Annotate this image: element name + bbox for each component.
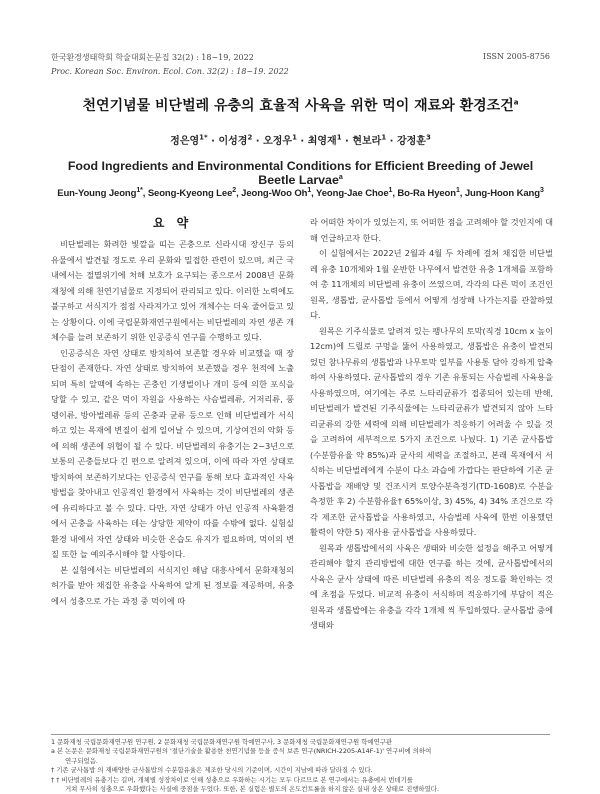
paragraph: 원목과 생톱밥에서의 사육은 생태와 비슷한 설정을 해주고 어떻게 관리해야 할지 관리방법에 대한 연구를 하는 것에, 균사톱밥에서의 사육은 균사 상태에 따른 비단벌레 유충의 적응 정도를 확인하는 것에 초점을 두었다. 비교적 유충이 서식하며 적응하기에 부담이 적은 원목과 생톱밥에는 유충을 각각 1개체 씩 투입하였다. 균사톱밥 중에 생태와: [310, 542, 553, 630]
authors-kr: [51, 132, 550, 147]
paragraph: 라 어떠한 차이가 있었는지, 또 어떠한 점을 고려해야 할 것인지에 대해 언급하고자 한다.: [310, 217, 553, 243]
author-en: , Jeong-Woo Oh: [236, 188, 308, 200]
body-column-right: [310, 215, 553, 634]
author-affil: 1*: [199, 133, 208, 142]
footnote-funding: a 본 논문은 문화재청 국립문화재연구원의 '절단기술을 활용한 천연기념물 등을 증식 보존 연구(NRICH-2205-A14F-1)' 연구비에 의하여: [51, 747, 432, 756]
author-en: Eun-Young Jeong: [57, 188, 137, 200]
issn: ISSN 2005-8756: [483, 52, 550, 61]
paragraph: 인공증식은 자연 상태로 방치하여 보존할 경우와 비교했을 때 장단점이 존재한다. 자연 상태로 방치하여 보존했을 경우 천적에 노출되며 특히 알맥에 속하는 곤충인 기생벌이나 개미 등에 의한 포식을 당할 수 있고, 같은 먹이 자원을 사용하는 사슴벌레류, 거저리류, 풍뎅이류, 방아벌레류 등의 곤충과 균류 등으로 인해 비단벌레가 서식하고 있는 목재에 변질이 쉽게 일어날 수 있으며, 기상여건의 악화 등에 의해 생존에 위협이 될 수 있다. 비단벌레의 유충기는 2~3년으로 보통의 곤충들보다 긴 편으로 알려져 있으며, 이에 따라 자연 상태로 방치하여 보존하기보다는 인공증식 연구를 통해 보다 효과적인 사육방법을 찾아내고 인공적인 환경에서 사육하는 것이 비단벌레의 생존에 유리하다고 볼 수 있다. 다만, 자연 상태가 아닌 인공적 사육환경에서 곤충을 사육하는 데는 상당한 제약이 따를 수밖에 없다. 실험실 환경 내에서 자연 상태와 비슷한 온습도 유지가 필요하며, 먹이의 변질 또한 늘 예의주시해야 할 사항이다.: [51, 347, 294, 559]
author-en: , Yeong-Jae Choe: [311, 188, 389, 200]
author-affil: 1: [336, 133, 342, 142]
footnote-double-dagger-cont: 거쳐 무사히 성충으로 우화했다는 사실에 중점을 두었다. 또한, 본 실험은 별도의 온도컨트롤을 하지 않은 실내 상온 상태로 진행하였다.: [65, 785, 439, 794]
journal-name-en: Proc. Korean Soc. Environ. Ecol. Con. 32(2) : 18~19. 2022: [51, 67, 289, 76]
footnote-double-dagger: † † 비단벌레의 유충기는 길며, 개체별 성장차이로 인해 성충으로 우화하는 시기는 모두 다르므로 본 연구에서는 유충에서 번데기를: [51, 775, 413, 784]
paper-title-kr: [51, 95, 550, 115]
author-affil: 1: [388, 187, 393, 194]
title-kr-footnote-mark: a: [513, 98, 519, 107]
title-kr-text: 천연기념물 비단벌레 유충의 효율적 사육을 위한 먹이 재료와 환경조건: [82, 98, 514, 114]
author-affil: 1*: [136, 187, 143, 194]
footnotes: [51, 738, 550, 794]
author-affil: 1: [292, 133, 297, 142]
author-en: , Jung-Hoon Kang: [459, 188, 540, 200]
author-kr: · 최영재: [296, 136, 337, 147]
title-en-text: Food Ingredients and Environmental Conditions for Efficient Breeding of Jewel Beetle Larvae: [67, 159, 534, 187]
footnote-dagger: † 기존 균사톱밥 의 재배양한 균사톱밥의 수분함유율은 제조한 당시의 기준이며, 시간이 지남에 따라 달라질 수 있다.: [51, 766, 373, 775]
author-en: , Bo-Ra Hyeon: [392, 188, 456, 200]
author-affil: 1: [455, 187, 460, 194]
footnote-funding-cont: 연구되었음.: [65, 756, 98, 765]
body-column-left: [51, 211, 294, 609]
author-affil: 1: [307, 187, 312, 194]
title-en-footnote-mark: a: [338, 173, 343, 181]
paragraph: 비단벌레는 화려한 빛깔을 띠는 곤충으로 신라시대 장신구 등의 유물에서 발견될 정도로 우리 문화와 밀접한 관련이 있으며, 최근 국내에서는 절멸위기에 처해 보호가 요구되는 종으로서 2008년 문화재청에 의해 천연기념물로 지정되어 관리되고 있다. 이러한 노력에도 불구하고 서식지가 점점 사라져가고 있어 개체수는 더욱 줄어들고 있는 상황이다. 이에 국립문화재연구원에서는 비단벌레의 자연 생존 개체수를 늘려 보존하기 위한 인공증식 연구를 수행하고 있다.: [51, 239, 294, 342]
author-kr: · 강정훈: [386, 136, 426, 147]
author-kr: · 현보라: [341, 136, 382, 147]
journal-name-kr: 한국환경생태학회 학술대회논문집 32(2) : 18~19, 2022: [51, 53, 254, 62]
journal-header: [51, 52, 550, 76]
author-affil: 3: [425, 133, 431, 142]
author-affil: 3: [539, 187, 544, 194]
author-kr: · 이성경: [207, 136, 248, 147]
author-en: , Seong-Kyeong Lee: [142, 188, 233, 200]
footnote-divider: [51, 734, 550, 735]
author-kr: · 오정우: [252, 136, 293, 147]
paragraph: 이 실험에서는 2022년 2월과 4월 두 차례에 걸쳐 채집한 비단벌레 유충 10개체와 1월 운반한 나무에서 발견한 유충 1개체를 포함하여 총 11개체의 비단벌레 유충이 쓰였으며, 각각의 다른 먹이 조건인 원목, 생톱밥, 균사톱밥 등에서 어떻게 성장해 나가는지를 관찰하였다.: [310, 248, 553, 320]
footnote-affiliations: 1 문화재청 국립문화재연구원 연구원, 2 문화재청 국립문화재연구원 학예연구사, 3 문화재청 국립문화재연구원 학예연구관: [51, 738, 393, 746]
authors-en: [51, 187, 550, 199]
author-affil: 1: [381, 133, 387, 142]
paper-title-en: [51, 159, 550, 187]
author-affil: 2: [247, 133, 253, 142]
author-affil: 2: [232, 187, 237, 194]
abstract-heading: 요 약: [152, 216, 193, 230]
author-kr: 정은영: [170, 136, 200, 147]
paragraph: 원목은 기주식물로 알려져 있는 팽나무의 토막(직경 10cm x 높이 12cm)에 드릴로 구멍을 뚫어 사용하였고, 생톱밥은 유충이 발견되었던 참나무류의 생톱밥과 나무토막 일부를 사용통 담아 강하게 압축하여 사용하였다. 균사톱밥의 경우 기존 유통되는 사슴벌레 사육용을 사용하였으며, 여기에는 주로 느타리균류가 접종되어 있는데 반해, 비단벌레가 발견된 기주식물에는 느타리균류가 발견되지 않아 느타리균류의 강한 세력에 의해 비단벌레가 적응하기 어려울 수 있을 것을 고려하여 세부적으로 5가지 조건으로 나눴다. 1) 기존 균사톱밥(수분함유율 약 85%)과 균사의 세력을 조절하고, 본래 목재에서 서식하는 비단벌레에게 수분이 다소 과습에 가깝다는 판단하에 기존 균사톱밥을 재배양 및 건조시켜 토양수분측정기(TD-1608)로 수분을 측정한 후 2) 수분함유율† 65%이상, 3) 45%, 4) 34% 조건으로 각각 제조한 균사톱밥을 사용하였고, 사슴벌레 사육에 한번 이용했던 활력이 약한 5) 재사용 균사톱밥을 사용하였다.: [310, 325, 553, 537]
paragraph: 본 실험에서는 비단벌레의 서식지인 해남 대흥사에서 문화재청의 허가를 받아 채집한 유충을 사육하여 알게 된 정보를 제공하며, 유충에서 성충으로 가는 과정 중 먹이에 따: [51, 564, 294, 606]
